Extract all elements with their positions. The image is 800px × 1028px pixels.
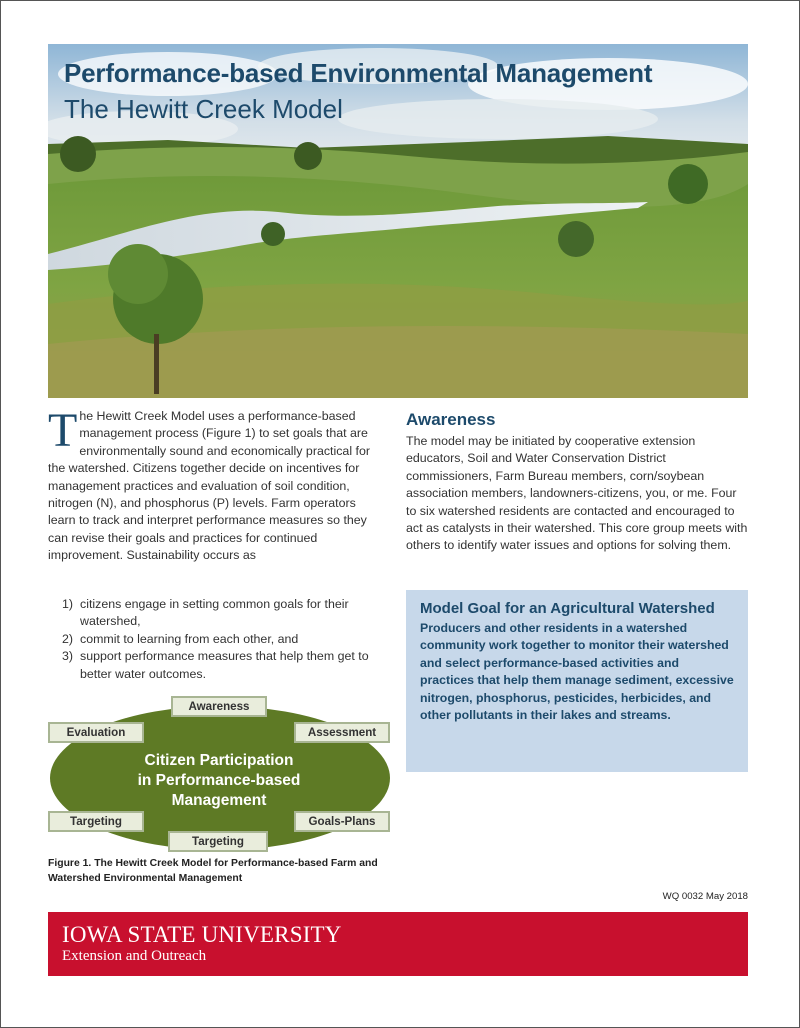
awareness-heading: Awareness [406,410,496,429]
list-number: 1) [62,597,74,611]
model-goal-box [406,590,748,772]
list-number: 2) [62,631,74,646]
center-line-1: Citizen Participation [144,752,294,769]
drop-cap: T [48,404,78,457]
list-item [62,648,376,683]
label-targeting-bottom: Targeting [168,831,268,852]
list-item [62,596,376,631]
page-title: Performance-based Environmental Management [64,58,653,88]
list-text: citizens engage in setting common goals for their watershed, [80,597,349,629]
list-item [62,631,376,648]
figure-cycle-diagram [48,696,392,852]
hero-photo [48,44,748,398]
label-evaluation: Evaluation [48,722,144,743]
list-text: commit to learning from each other, and [80,631,299,646]
label-goals-plans: Goals-Plans [294,811,390,832]
center-line-2: in Performance-based [137,772,301,789]
figure-caption: Figure 1. The Hewitt Creek Model for Performance-based Farm and Watershed Environmental Management [48,858,378,884]
label-targeting-left: Targeting [48,811,144,832]
goal-heading: Model Goal for an Agricultural Watershed [420,600,715,617]
label-assessment: Assessment [294,722,390,743]
label-awareness: Awareness [171,696,267,717]
center-line-3: Management [171,792,267,809]
awareness-body: The model may be initiated by cooperative extension educators, Soil and Water Conservation District commissioners, Farm Bureau members, corn/soybean association members, landowners-citizens, you, or me. Four to six watershed residents are contacted and encouraged to act as catalysts in their watershed. This core group meets with others to identify water issues and options for solving them. [406,434,748,553]
university-name: IOWA STATE UNIVERSITY [62,922,342,947]
page-subtitle: The Hewitt Creek Model [64,94,343,124]
sustainability-list [62,596,376,683]
isu-footer-band [48,912,748,976]
goal-body: Producers and other residents in a watershed community work together to monitor their watershed and select performance-based activities and practices that help them manage sediment, excessive nitrogen, phosphorus, pesticides, herbicides, and other pollutants in their lakes and streams. [420,621,734,723]
extension-unit: Extension and Outreach [62,948,207,964]
intro-paragraph [48,404,374,565]
list-text: support performance measures that help them get to better water outcomes. [80,649,369,681]
diagram-center-text [100,751,338,811]
list-number: 3) [62,649,74,664]
intro-text: he Hewitt Creek Model uses a performance-based management process (Figure 1) to set goals that are environmentally sound and economically practical for the watershed. Citizens together decide on incentives for management practices and evaluation of soil condition, nitrogen (N), and phosphorus (P) levels. Farm operators learn to track and interpret performance measures so they can revise their goals and practices for continued improvement. Sustainability occurs as [48,409,370,563]
document-id-date: WQ 0032 May 2018 [662,891,748,902]
